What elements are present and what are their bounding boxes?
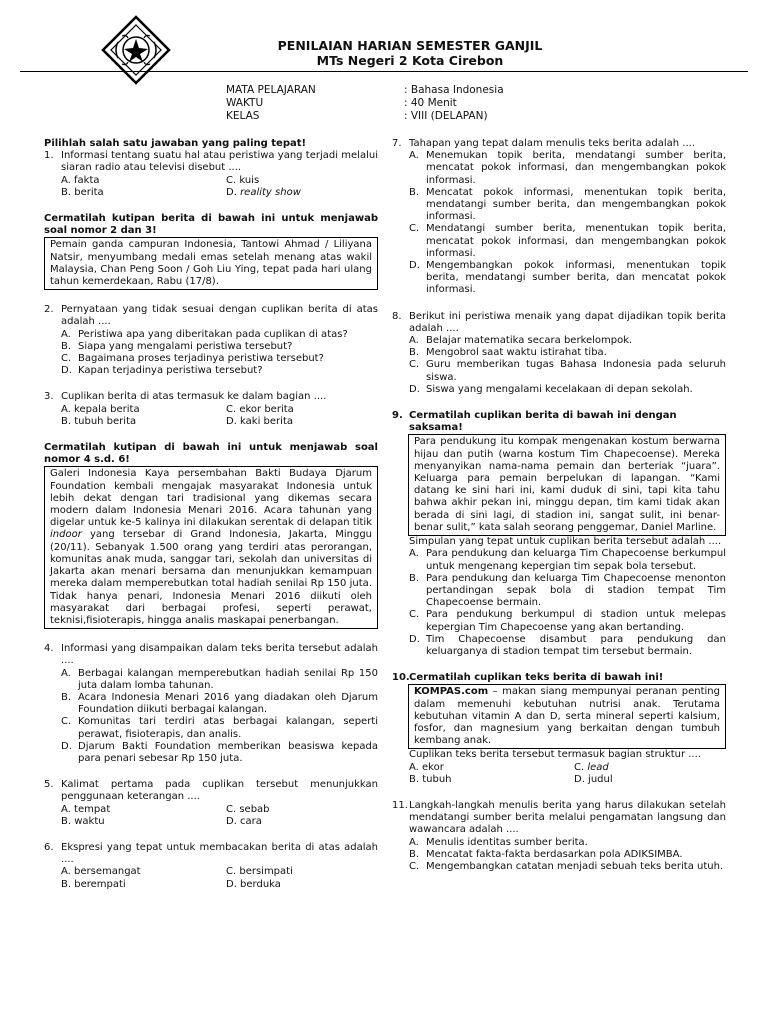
q9-option-a[interactable]: A. Para pendukung dan keluarga Tim Chapecoense berkumpul untuk mengenang kepergian tim sepak bola tersebut. bbox=[409, 548, 726, 572]
meta-value-class: : VIII (DELAPAN) bbox=[404, 110, 488, 122]
q4-option-a[interactable]: A. Berbagai kalangan memperebutkan hadiah senilai Rp 150 juta dalam lomba tahunan. bbox=[61, 667, 378, 691]
q2-option-b[interactable]: B. Siapa yang mengalami peristiwa tersebut? bbox=[61, 340, 293, 352]
q5-option-a[interactable]: A. tempat bbox=[61, 803, 111, 815]
q7-option-b[interactable]: B. Mencatat pokok informasi, menentukan topik berita, mendatangi sumber berita, dan mengembangkan pokok informasi. bbox=[409, 186, 726, 223]
q3-options-row2 bbox=[44, 416, 378, 428]
q11-option-a[interactable]: A. Menulis identitas sumber berita. bbox=[409, 836, 588, 848]
school-logo-icon bbox=[100, 14, 172, 86]
q6-options-row1 bbox=[44, 866, 378, 878]
q4-option-c[interactable]: C. Komunitas tari terdiri atas berbagai kalangan, seperti perawat, fisioterapis, dan analis. bbox=[61, 716, 378, 740]
q9-option-c[interactable]: C. Para pendukung berkumpul di stadion untuk melepas kepergian Tim Chapecoense yang akan bertanding. bbox=[409, 609, 726, 633]
school-name: MTs Negeri 2 Kota Cirebon bbox=[316, 53, 504, 68]
q10-option-b[interactable]: B. tubuh bbox=[409, 773, 452, 785]
q1-option-c[interactable]: C. kuis bbox=[226, 174, 260, 186]
question-7: 7. Tahapan yang tepat dalam menulis teks berita adalah .... bbox=[392, 138, 696, 149]
question-3: 3. Cuplikan berita di atas termasuk ke dalam bagian .... bbox=[44, 391, 327, 403]
instruction-3: Cermatilah kutipan di bawah ini untuk menjawab soal nomor 4 s.d. 6! bbox=[44, 442, 378, 466]
q7-option-d[interactable]: D. Mengembangkan pokok informasi, menentukan topik berita, mendatangi sumber berita, dan mencatat pokok informasi. bbox=[409, 260, 726, 296]
question-1: 1. Informasi tentang suatu hal atau peristiwa yang terjadi melalui siaran radio atau televisi disebut .... bbox=[44, 150, 378, 174]
q6-option-d[interactable]: D. berduka bbox=[226, 878, 281, 890]
question-4: 4. Informasi yang disampaikan dalam teks berita tersebut adalah .... bbox=[44, 643, 378, 667]
meta-label-class: KELAS bbox=[226, 110, 260, 122]
header-divider bbox=[20, 71, 748, 72]
question-9: Simpulan yang tepat untuk cuplikan berita tersebut adalah .... bbox=[409, 536, 722, 548]
exam-title: PENILAIAN HARIAN SEMESTER GANJIL bbox=[277, 38, 543, 53]
question-10-instruction: 10. Cermatilah cuplikan teks berita di bawah ini! bbox=[392, 672, 664, 684]
q8-option-b[interactable]: B. Mengobrol saat waktu istirahat tiba. bbox=[409, 347, 607, 359]
q3-option-d[interactable]: D. kaki berita bbox=[226, 415, 293, 427]
question-5: 5. Kalimat pertama pada cuplikan tersebut menunjukkan penggunaan keterangan .... bbox=[44, 779, 378, 803]
question-8: 8. Berikut ini peristiwa menaik yang dapat dijadikan topik berita adalah .... bbox=[392, 310, 726, 334]
q11-option-b[interactable]: B. Mencatat fakta-fakta berdasarkan pola ADIKSIMBA. bbox=[409, 848, 683, 860]
quote-box-4: KOMPAS.com – makan siang mempunyai peranan penting dalam memenuhi kebutuhan nutrisi anak. Terutama kebutuhan vitamin A dan D, serta mineral seperti kalsium, fosfor, dan magnesium yang berkaitan dengan tumbuh kembang anak. bbox=[408, 684, 726, 749]
q1-option-b[interactable]: B. berita bbox=[61, 186, 104, 198]
q1-options-row1 bbox=[44, 175, 378, 187]
q9-option-d[interactable]: D. Tim Chapecoense disambut para pendukung dan keluarganya di stadion tempat tim tersebut bermain. bbox=[409, 633, 726, 657]
q7-option-a[interactable]: A. Menemukan topik berita, mendatangi sumber berita, mencatat pokok informasi, dan mengembangkan pokok informasi. bbox=[409, 150, 726, 186]
q2-option-c[interactable]: C. Bagaimana proses terjadinya peristiwa tersebut? bbox=[61, 353, 324, 365]
q5-option-c[interactable]: C. sebab bbox=[226, 803, 270, 815]
instruction-1: Pilihlah salah satu jawaban yang paling tepat! bbox=[44, 138, 307, 149]
q3-options-row1 bbox=[44, 404, 378, 416]
q3-option-c[interactable]: C. ekor berita bbox=[226, 403, 294, 415]
q6-options-row2 bbox=[44, 879, 378, 891]
q6-option-c[interactable]: C. bersimpati bbox=[226, 866, 293, 878]
q8-option-a[interactable]: A. Belajar matematika secara berkelompok. bbox=[409, 335, 633, 347]
q10-option-a[interactable]: A. ekor bbox=[409, 761, 444, 773]
meta-label-subject: MATA PELAJARAN bbox=[226, 84, 316, 96]
question-11: 11. Langkah-langkah menulis berita yang harus dilakukan setelah mendatangi sumber berita melalui pengamatan langsung dan wawancara adalah .... bbox=[392, 799, 726, 836]
q2-option-a[interactable]: A. Peristiwa apa yang diberitakan pada cuplikan di atas? bbox=[61, 328, 348, 340]
q10-options-row1 bbox=[392, 762, 726, 774]
right-column bbox=[392, 138, 726, 873]
meta-values bbox=[404, 84, 504, 123]
quote-box-3: Para pendukung itu kompak mengenakan kostum berwarna hijau dan putih (warna kostum Tim Chapecoense). Mereka menyanyikan nama-nama pemain dan berteriak “juara”. Keluarga para pemain berpelukan di lapangan. “Kami datang ke sini hari ini, kami duduk di sini, tapi kita tahu bahwa akhir pekan ini, minggu depan, tim kami tidak akan berada di sini lagi, di stadion ini, sangat sulit, ini benar-benar sulit,” kata salah seorang penggemar, Daniel Marline. bbox=[408, 434, 726, 536]
q3-option-b[interactable]: B. tubuh berita bbox=[61, 415, 137, 427]
q7-option-c[interactable]: C. Mendatangi sumber berita, menentukan topik berita, mencatat pokok informasi, dan mengembangkan pokok informasi. bbox=[409, 223, 726, 259]
q6-option-b[interactable]: B. berempati bbox=[61, 878, 126, 890]
q5-option-d[interactable]: D. cara bbox=[226, 815, 262, 827]
q1-option-d[interactable]: D. reality show bbox=[226, 186, 301, 198]
q10-option-d[interactable]: D. judul bbox=[574, 773, 613, 785]
meta-label-time: WAKTU bbox=[226, 97, 264, 109]
question-6: 6. Ekspresi yang tepat untuk membacakan berita di atas adalah .... bbox=[44, 841, 378, 866]
quote-box-2: Galeri Indonesia Kaya persembahan Bakti Budaya Djarum Foundation kembali mengajak masyarakat Indonesia untuk lebih dekat dengan tari tradisional yang dikemas secara modern dalam Indonesia Menari 2016. Acara tahunan yang digelar untuk ke-5 kalinya ini dilakukan serentak di delapan titik indoor yang tersebar di Grand Indonesia, Jakarta, Minggu (20/11). Sebanyak 1.500 orang yang terdiri atas perorangan, komunitas anak muda, sanggar tari, sekolah dan universitas di Jakarta akan menari bersama dan menunjukkan kemampuan mereka dalam memperebutkan total hadiah senilai Rp 150 juta. Tidak hanya penari, Indonesia Menari 2016 diikuti oleh masyarakat dari berbagai profesi, seperti perawat, teknisi,fisioterapis, hingga analis maskapai penerbangan. bbox=[44, 466, 378, 629]
left-column bbox=[44, 138, 378, 891]
q6-option-a[interactable]: A. bersemangat bbox=[61, 866, 141, 878]
q2-option-d[interactable]: D. Kapan terjadinya peristiwa tersebut? bbox=[61, 365, 263, 377]
q5-options-row2 bbox=[44, 816, 378, 828]
q11-option-c[interactable]: C. Mengembangkan catatan menjadi sebuah teks berita utuh. bbox=[409, 860, 724, 872]
q3-option-a[interactable]: A. kepala berita bbox=[61, 403, 140, 415]
quote-box-1: Pemain ganda campuran Indonesia, Tantowi Ahmad / Liliyana Natsir, menyumbang medali emas setelah menang atas wakil Malaysia, Chan Peng Soon / Goh Liu Ying, tepat pada hari ulang tahun kemerdekaan, Rabu (17/8). bbox=[44, 237, 378, 290]
q10-options-row2 bbox=[392, 774, 726, 786]
q4-option-b[interactable]: B. Acara Indonesia Menari 2016 yang diadakan oleh Djarum Foundation diikuti berbagai kalangan. bbox=[61, 691, 378, 716]
meta-value-subject: : Bahasa Indonesia bbox=[404, 84, 504, 96]
instruction-2: Cermatilah kutipan berita di bawah ini untuk menjawab soal nomor 2 dan 3! bbox=[44, 213, 378, 237]
q5-option-b[interactable]: B. waktu bbox=[61, 815, 105, 827]
meta-value-time: : 40 Menit bbox=[404, 97, 457, 109]
q8-option-d[interactable]: D. Siswa yang mengalami kecelakaan di depan sekolah. bbox=[409, 383, 693, 395]
meta-labels bbox=[226, 84, 316, 123]
q10-option-c[interactable]: C. lead bbox=[574, 761, 609, 773]
q4-option-d[interactable]: D. Djarum Bakti Foundation memberikan beasiswa kepada para penari sebesar Rp 150 juta. bbox=[61, 740, 378, 764]
q1-options-row2 bbox=[44, 187, 378, 199]
q8-option-c[interactable]: C. Guru memberikan tugas Bahasa Indonesia pada seluruh siswa. bbox=[409, 359, 726, 383]
q5-options-row1 bbox=[44, 804, 378, 816]
q9-option-b[interactable]: B. Para pendukung dan keluarga Tim Chapecoense menonton pertandingan sepak bola di stadion tempat Tim Chapecoense bermain. bbox=[409, 572, 726, 609]
question-10: Cuplikan teks berita tersebut termasuk bagian struktur .... bbox=[409, 749, 701, 761]
q1-option-a[interactable]: A. fakta bbox=[61, 174, 100, 186]
question-2: 2. Pernyataan yang tidak sesuai dengan cuplikan berita di atas adalah .... bbox=[44, 304, 378, 328]
question-9-instruction: 9. Cermatilah cuplikan berita di bawah ini dengan saksama! bbox=[392, 410, 677, 434]
